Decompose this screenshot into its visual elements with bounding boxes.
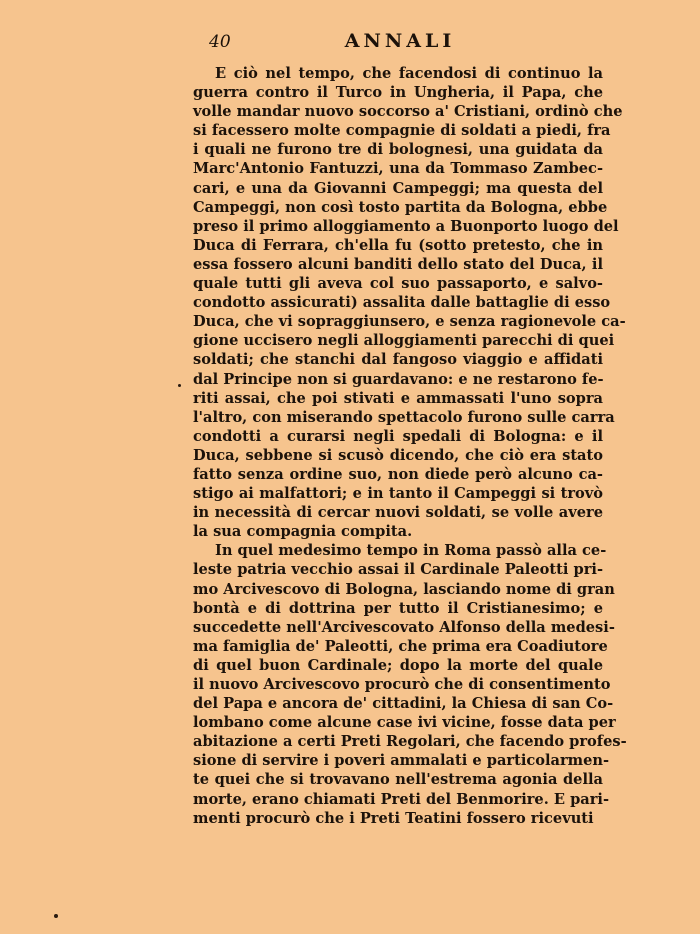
text-line: mo Arcivescovo di Bologna, lasciando nome di gran — [193, 580, 615, 598]
text-line: gione uccisero negli alloggiamenti parecchi di quei — [193, 332, 615, 350]
text-line: Campeggi, non così tosto partita da Bologna, ebbe — [193, 198, 608, 216]
text-line: leste patria vecchio assai il Cardinale Paleotti pri- — [193, 561, 603, 579]
text-line: si facessero molte compagnie di soldati a piedi, fra — [193, 122, 611, 140]
text-line: quale tutti gli aveva col suo passaporto, e salvo- — [193, 275, 603, 293]
text-line: morte, erano chiamati Preti del Benmorire. E pari- — [193, 790, 610, 808]
text-line: menti procurò che i Preti Teatini fossero ricevuti — [193, 809, 594, 827]
text-line: di quel buon Cardinale; dopo la morte del quale — [193, 656, 603, 674]
text-line: la sua compagnia compita. — [193, 523, 413, 541]
text-line: riti assai, che poi stivati e ammassati l'uno sopra — [193, 389, 603, 407]
text-line: succedette nell'Arcivescovato Alfonso della medesi- — [193, 618, 615, 636]
text-line: stigo ai malfattori; e in tanto il Campeggi si trovò — [193, 485, 603, 503]
text-line: Duca, che vi sopraggiunsero, e senza ragionevole ca- — [193, 313, 626, 331]
paragraphs — [193, 64, 627, 828]
running-title: ANNALI — [344, 30, 456, 52]
page-header — [195, 30, 605, 58]
text-line: volle mandar nuovo soccorso a' Cristiani, ordinò che — [193, 103, 623, 121]
text-line: cari, e una da Giovanni Campeggi; ma questa del — [193, 179, 603, 197]
text-line: dal Principe non si guardavano: e ne restarono fe- — [193, 370, 604, 388]
text-line: sione di servire i poveri ammalati e particolarmen- — [193, 752, 610, 770]
text-line: Duca di Ferrara, ch'ella fu (sotto pretesto, che in — [193, 236, 603, 254]
text-line: ma famiglia de' Paleotti, che prima era Coadiutore — [193, 637, 608, 655]
page-number: 40 — [209, 32, 231, 52]
text-line: Marc'Antonio Fantuzzi, una da Tommaso Zambec- — [193, 160, 603, 178]
text-line: in necessità di cercar nuovi soldati, se volle avere — [193, 504, 603, 522]
text-line: te quei che si trovavano nell'estrema agonia della — [193, 771, 603, 789]
text-line: i quali ne furono tre di bolognesi, una guidata da — [193, 141, 603, 159]
ink-speck — [178, 384, 181, 387]
text-line: Duca, sebbene si scusò dicendo, che ciò era stato — [193, 446, 603, 464]
ink-speck — [54, 914, 58, 918]
text-line: condotti a curarsi negli spedali di Bologna: e il — [193, 427, 603, 445]
body-text — [193, 64, 627, 828]
text-line: condotto assicurati) assalita dalle battaglie di esso — [193, 294, 611, 312]
paragraph — [193, 64, 626, 541]
paragraph — [193, 541, 627, 827]
text-line: preso il primo alloggiamento a Buonporto luogo del — [193, 217, 619, 235]
text-line: guerra contro il Turco in Ungheria, il Papa, che — [193, 84, 603, 102]
text-line: soldati; che stanchi dal fangoso viaggio e affidati — [193, 351, 603, 369]
text-line: E ciò nel tempo, che facendosi di continuo la — [215, 65, 603, 82]
text-line: abitazione a certi Preti Regolari, che facendo profes- — [193, 733, 627, 751]
text-line: del Papa e ancora de' cittadini, la Chiesa di san Co- — [193, 695, 614, 713]
text-line: essa fossero alcuni banditi dello stato del Duca, il — [193, 255, 603, 273]
text-line: lombano come alcune case ivi vicine, fosse data per — [193, 714, 616, 732]
text-line: fatto senza ordine suo, non diede però alcuno ca- — [193, 465, 603, 483]
text-line: il nuovo Arcivescovo procurò che di consentimento — [193, 676, 611, 693]
text-line: In quel medesimo tempo in Roma passò alla ce- — [215, 542, 607, 560]
text-line: bontà e di dottrina per tutto il Cristianesimo; e — [193, 599, 603, 617]
text-line: l'altro, con miserando spettacolo furono sulle carra — [193, 408, 615, 426]
